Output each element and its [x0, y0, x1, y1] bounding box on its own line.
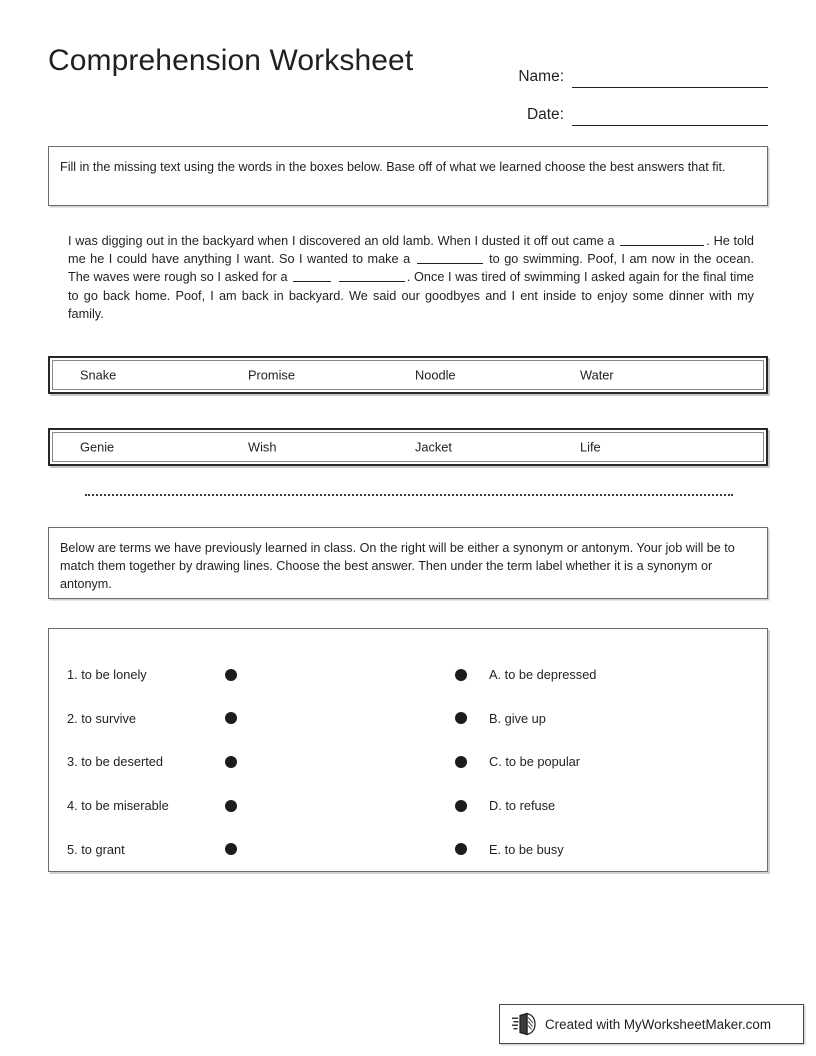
matching-definition-label: D. to refuse — [489, 798, 556, 814]
section-divider — [85, 494, 733, 496]
matching-terms-column — [67, 653, 367, 871]
matching-definition-dot[interactable] — [455, 843, 467, 855]
date-field-row — [498, 88, 768, 126]
matching-definition-row — [449, 697, 749, 741]
cloze-passage: I was digging out in the backyard when I discovered an old lamb. When I dusted it off out came a . He told me he I could have anything I want. So I wanted to make a to go swimming. Poof, I am now in the ocean. The waves were rough so I asked for a . Once I was tired of swimming I asked again for the final time to go back home. Poof, I am back in backyard. We said our goodbyes and I ent inside to enjoy some dinner with my family. — [68, 234, 754, 321]
matching-term-label: 3. to be deserted — [67, 754, 164, 770]
matching-term-row — [67, 827, 367, 871]
matching-definition-row — [449, 653, 749, 697]
worksheet-header — [48, 44, 768, 124]
matching-definition-label: B. give up — [489, 710, 546, 726]
passage-blank-1[interactable] — [620, 233, 704, 246]
word-bank-word[interactable]: Promise — [248, 367, 295, 383]
worksheet-maker-logo-icon — [512, 1012, 538, 1036]
fill-in-instructions-box — [48, 146, 768, 206]
matching-definition-label: C. to be popular — [489, 754, 581, 770]
matching-term-label: 1. to be lonely — [67, 667, 147, 683]
matching-definition-dot[interactable] — [455, 756, 467, 768]
word-bank-word[interactable]: Genie — [80, 439, 115, 455]
passage-blank-2[interactable] — [417, 251, 483, 264]
matching-definition-dot[interactable] — [455, 800, 467, 812]
matching-term-dot[interactable] — [225, 800, 237, 812]
word-bank-word[interactable]: Wish — [248, 439, 277, 455]
name-date-fields — [498, 50, 768, 126]
matching-exercise-box — [48, 628, 768, 872]
matching-term-row — [67, 697, 367, 741]
matching-term-dot[interactable] — [225, 669, 237, 681]
word-bank-row-2 — [48, 428, 768, 466]
matching-instructions-box — [48, 527, 768, 599]
matching-term-dot[interactable] — [225, 712, 237, 724]
matching-term-dot[interactable] — [225, 843, 237, 855]
matching-definition-dot[interactable] — [455, 712, 467, 724]
matching-instructions-text: Below are terms we have previously learned in class. On the right will be either a synonym or antonym. Your job will be to match them together by drawing lines. Choose the best answer. Then under the term label whether it is a synonym or antonym. — [60, 541, 735, 591]
date-field-label: Date: — [526, 106, 564, 123]
matching-definition-label: E. to be busy — [489, 841, 564, 857]
passage-blank-3[interactable] — [293, 269, 331, 282]
matching-definition-row — [449, 784, 749, 828]
word-bank-word[interactable]: Noodle — [415, 367, 456, 383]
date-field-input[interactable] — [572, 105, 768, 126]
name-field-input[interactable] — [572, 67, 768, 88]
matching-term-dot[interactable] — [225, 756, 237, 768]
matching-definition-label: A. to be depressed — [489, 667, 597, 683]
matching-definition-dot[interactable] — [455, 669, 467, 681]
word-bank-row-2-inner — [52, 432, 764, 462]
name-field-row — [498, 50, 768, 88]
attribution-text: Created with MyWorksheetMaker.com — [545, 1016, 771, 1032]
attribution-badge[interactable] — [499, 1004, 804, 1044]
word-bank-row-1 — [48, 356, 768, 394]
matching-term-row — [67, 740, 367, 784]
word-bank-word[interactable]: Snake — [80, 367, 117, 383]
matching-term-label: 5. to grant — [67, 841, 125, 857]
matching-definition-row — [449, 740, 749, 784]
fill-in-instructions-text: Fill in the missing text using the words in the boxes below. Base off of what we learned choose the best answers that fit. — [60, 160, 726, 174]
word-bank-word[interactable]: Water — [580, 367, 614, 383]
passage-blank-4[interactable] — [339, 269, 405, 282]
word-bank-row-1-inner — [52, 360, 764, 390]
matching-term-label: 2. to survive — [67, 710, 136, 726]
matching-term-row — [67, 784, 367, 828]
word-bank-word[interactable]: Jacket — [415, 439, 452, 455]
matching-term-row — [67, 653, 367, 697]
matching-term-label: 4. to be miserable — [67, 798, 169, 814]
matching-definition-row — [449, 827, 749, 871]
matching-definitions-column — [449, 653, 749, 871]
page-title: Comprehension Worksheet — [48, 44, 414, 77]
word-bank-word[interactable]: Life — [580, 439, 601, 455]
name-field-label: Name: — [518, 68, 564, 85]
